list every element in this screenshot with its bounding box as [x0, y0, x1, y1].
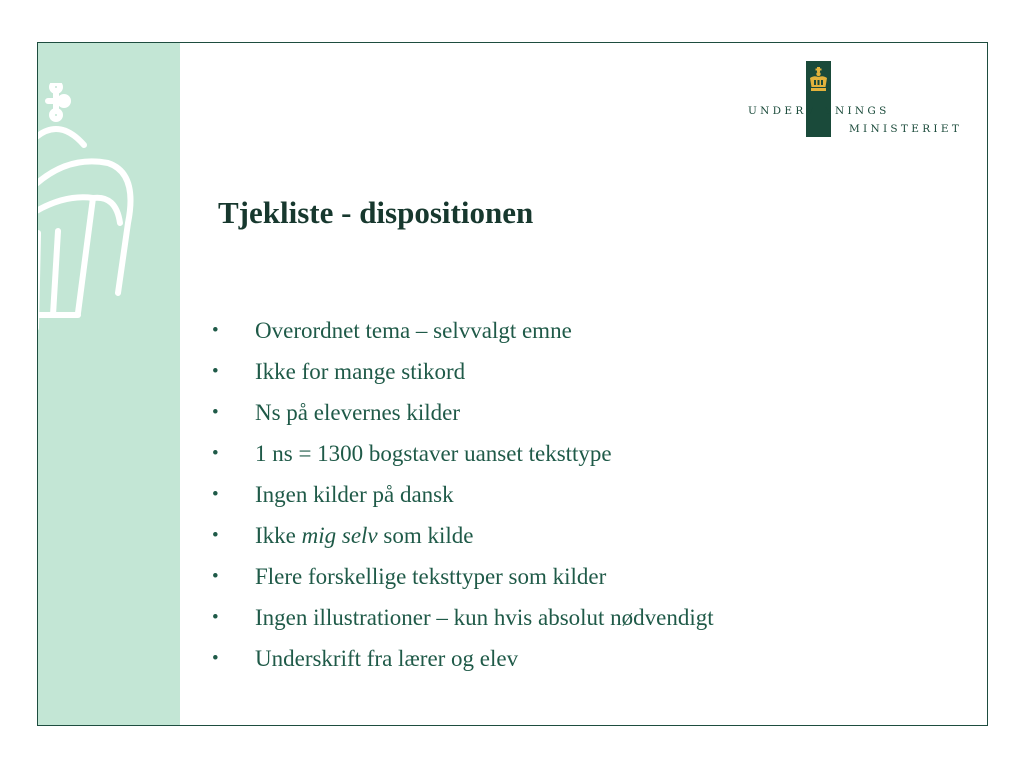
slide: [37, 42, 988, 726]
logo-line-1: UNDERVISNINGS: [748, 105, 890, 117]
bullet-text-after: som kilde: [377, 523, 474, 548]
ministry-logo: [748, 61, 978, 141]
bullet-dot: •: [212, 320, 219, 341]
bullet-text: Ikke for mange stikord: [255, 359, 466, 384]
side-band: [38, 43, 180, 725]
bullet-dot: •: [212, 443, 219, 464]
bullet-dot: •: [212, 402, 219, 423]
bullet-text: Ingen illustrationer – kun hvis absolut nødvendigt: [255, 605, 714, 630]
bullet-dot: •: [212, 361, 219, 382]
bullet-text: Underskrift fra lærer og elev: [255, 646, 519, 671]
bullet-dot: •: [212, 525, 219, 546]
logo-line-2: MINISTERIET: [849, 123, 963, 135]
bullet-dot: •: [212, 484, 219, 505]
slide-title: Tjekliste - dispositionen: [218, 195, 534, 230]
bullet-text: 1 ns = 1300 bogstaver uanset teksttype: [255, 441, 612, 466]
crown-watermark-icon: [37, 83, 158, 343]
bullet-text: Ns på elevernes kilder: [255, 400, 461, 425]
bullet-dot: •: [212, 607, 219, 628]
logo-block: [806, 61, 831, 137]
bullet-text: Overordnet tema – selvvalgt emne: [255, 318, 572, 343]
bullet-text-emphasis: mig selv: [301, 523, 378, 548]
bullet-dot: •: [212, 566, 219, 587]
crown-icon: [806, 65, 831, 95]
bullet-text: [255, 518, 473, 554]
bullet-text: Flere forskellige teksttyper som kilder: [255, 564, 607, 589]
bullet-text: Ingen kilder på dansk: [255, 482, 454, 507]
bullet-dot: •: [212, 648, 219, 669]
bullet-text-before: Ikke: [255, 523, 302, 548]
